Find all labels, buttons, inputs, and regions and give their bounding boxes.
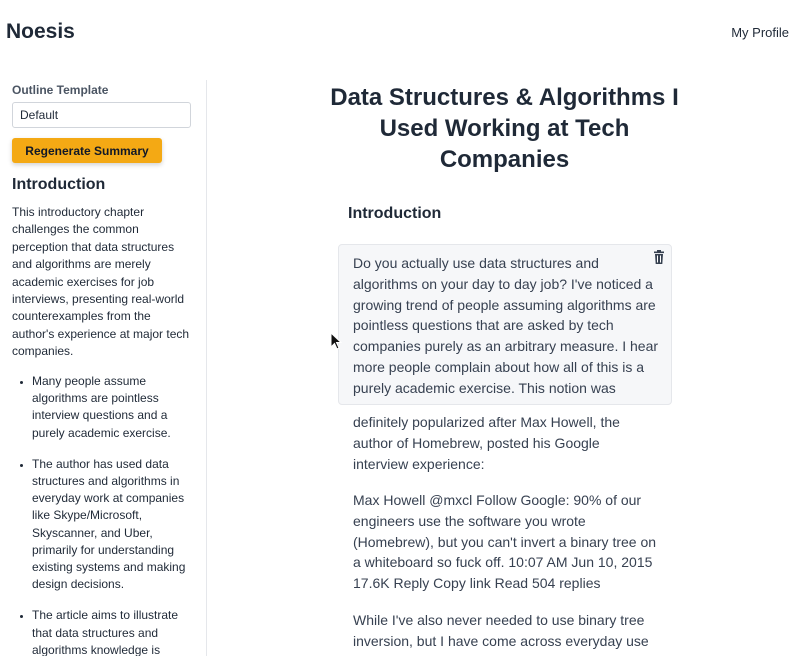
outline-bullet-list xyxy=(12,373,194,656)
outline-section-heading: Introduction xyxy=(12,176,106,193)
outline-bullet: The author has used data structures and algorithms in everyday work at companies like Skype/Microsoft, Skyscanner, and Uber, primarily for understanding existing systems and making design decisions. xyxy=(12,456,194,594)
outline-bullet: The article aims to illustrate that data structures and algorithms knowledge is xyxy=(12,607,194,656)
outline-section-summary: This introductory chapter challenges the common perception that data structures and algorithms are merely academic exercises for job interviews, presenting real-world counterexamples from the author's experience at major tech companies. xyxy=(12,205,190,359)
outline-bullet: Many people assume algorithms are pointless interview questions and a purely academic exercise. xyxy=(12,373,194,442)
outline-template-label: Outline Template xyxy=(12,83,109,97)
document-title: Data Structures & Algorithms I Used Working at Tech Companies xyxy=(330,84,679,173)
my-profile-link[interactable]: My Profile xyxy=(731,25,789,40)
document-paragraph: While I've also never needed to use binary tree inversion, but I have come across everyday use xyxy=(353,612,649,649)
regenerate-summary-button[interactable]: Regenerate Summary xyxy=(12,138,162,163)
trash-icon[interactable] xyxy=(653,250,665,264)
document-section-heading: Introduction xyxy=(348,205,442,222)
app-title[interactable]: Noesis xyxy=(6,20,75,43)
document-paragraph: Max Howell @mxcl Follow Google: 90% of our engineers use the software you wrote (Homebrew), but you can't invert a binary tree on a whiteboard so fuck off. 10:07 AM Jun 10, 2015 17.6K Reply Copy link Read 504 replies xyxy=(353,492,657,592)
document-paragraph: definitely popularized after Max Howell, the author of Homebrew, posted his Google interview experience: xyxy=(353,414,620,472)
outline-sidebar xyxy=(0,80,207,656)
document-view xyxy=(207,80,800,656)
highlighted-paragraph-text: Do you actually use data structures and algorithms on your day to day job? I've noticed a growing trend of people assuming algorithms are pointless questions that are asked by tech companies purely as an arbitrary measure. I hear more people complain about how all of this is a purely academic exercise. This notion was xyxy=(353,255,659,396)
outline-template-select[interactable]: Default xyxy=(12,102,191,128)
highlighted-paragraph-card[interactable] xyxy=(338,244,672,405)
